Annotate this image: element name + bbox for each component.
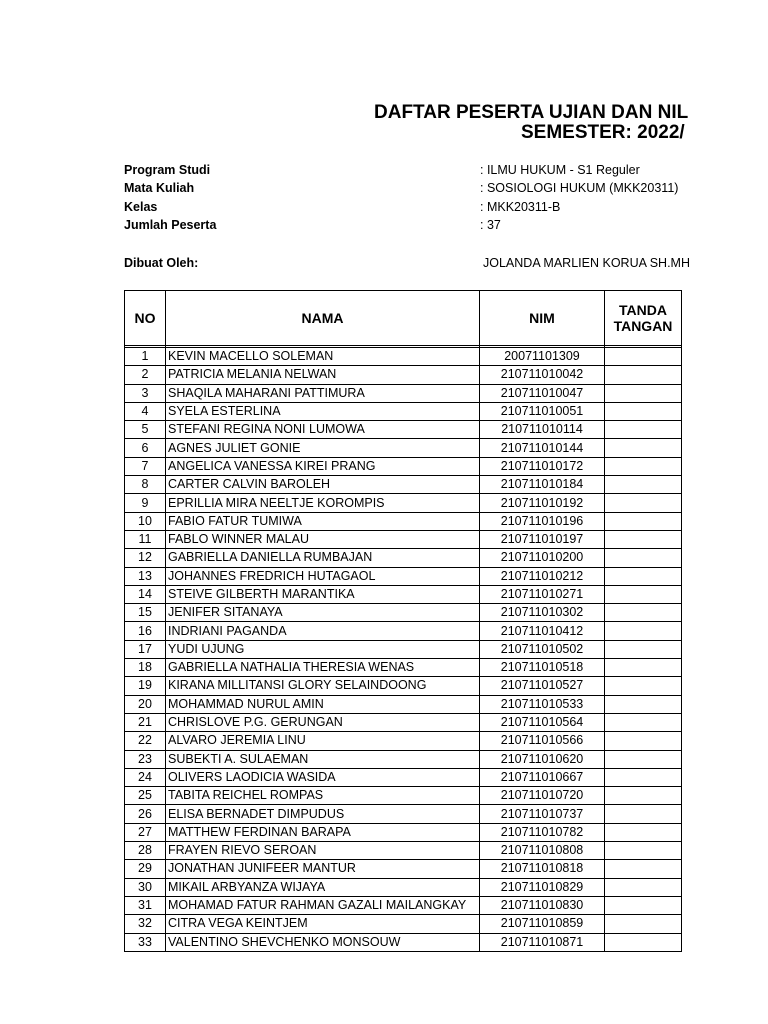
student-name-cell: JENIFER SITANAYA [166, 604, 480, 622]
student-nim-cell: 210711010212 [480, 567, 605, 585]
table-row [125, 567, 682, 585]
table-row [125, 512, 682, 530]
student-name-cell: TABITA REICHEL ROMPAS [166, 787, 480, 805]
row-number-cell: 2 [125, 366, 166, 384]
header-tanda: TANDA [619, 302, 667, 318]
student-nim-cell: 210711010051 [480, 402, 605, 420]
student-name-cell: OLIVERS LAODICIA WASIDA [166, 768, 480, 786]
table-row [125, 860, 682, 878]
student-name-cell: GABRIELLA DANIELLA RUMBAJAN [166, 549, 480, 567]
signature-cell [605, 366, 682, 384]
student-name-cell: STEFANI REGINA NONI LUMOWA [166, 421, 480, 439]
student-nim-cell: 210711010184 [480, 476, 605, 494]
student-nim-cell: 210711010271 [480, 585, 605, 603]
signature-cell [605, 439, 682, 457]
student-name-cell: PATRICIA MELANIA NELWAN [166, 366, 480, 384]
student-nim-cell: 210711010502 [480, 640, 605, 658]
dibuat-oleh-value: JOLANDA MARLIEN KORUA SH.MH [483, 256, 690, 270]
table-body [125, 346, 682, 952]
signature-cell [605, 860, 682, 878]
header-no: NO [125, 291, 166, 346]
signature-cell [605, 768, 682, 786]
table-row [125, 915, 682, 933]
table-row [125, 713, 682, 731]
header-nama: NAMA [166, 291, 480, 346]
row-number-cell: 29 [125, 860, 166, 878]
student-name-cell: AGNES JULIET GONIE [166, 439, 480, 457]
student-name-cell: MATTHEW FERDINAN BARAPA [166, 823, 480, 841]
table-row [125, 402, 682, 420]
signature-cell [605, 348, 682, 366]
row-number-cell: 23 [125, 750, 166, 768]
student-name-cell: SHAQILA MAHARANI PATTIMURA [166, 384, 480, 402]
signature-cell [605, 585, 682, 603]
student-name-cell: SUBEKTI A. SULAEMAN [166, 750, 480, 768]
table-row [125, 530, 682, 548]
student-nim-cell: 210711010200 [480, 549, 605, 567]
table-row [125, 677, 682, 695]
student-name-cell: FRAYEN RIEVO SEROAN [166, 842, 480, 860]
student-name-cell: ALVARO JEREMIA LINU [166, 732, 480, 750]
row-number-cell: 18 [125, 659, 166, 677]
row-number-cell: 13 [125, 567, 166, 585]
signature-cell [605, 402, 682, 420]
signature-cell [605, 457, 682, 475]
row-number-cell: 28 [125, 842, 166, 860]
student-name-cell: FABIO FATUR TUMIWA [166, 512, 480, 530]
student-nim-cell: 210711010830 [480, 896, 605, 914]
row-number-cell: 5 [125, 421, 166, 439]
student-name-cell: EPRILLIA MIRA NEELTJE KOROMPIS [166, 494, 480, 512]
table-row [125, 439, 682, 457]
student-nim-cell: 210711010667 [480, 768, 605, 786]
student-name-cell: KIRANA MILLITANSI GLORY SELAINDOONG [166, 677, 480, 695]
student-nim-cell: 210711010564 [480, 713, 605, 731]
table-row [125, 457, 682, 475]
program-studi-label: Program Studi [124, 163, 211, 177]
table-row [125, 640, 682, 658]
table-row [125, 842, 682, 860]
table-header-row [125, 291, 682, 346]
student-name-cell: KEVIN MACELLO SOLEMAN [166, 348, 480, 366]
row-number-cell: 14 [125, 585, 166, 603]
dibuat-oleh-label: Dibuat Oleh: [124, 256, 199, 270]
signature-cell [605, 933, 682, 951]
signature-cell [605, 805, 682, 823]
signature-cell [605, 677, 682, 695]
table-row [125, 622, 682, 640]
header-nim: NIM [480, 291, 605, 346]
signature-cell [605, 750, 682, 768]
header-tangan: TANGAN [613, 318, 673, 334]
signature-cell [605, 896, 682, 914]
student-nim-cell: 210711010144 [480, 439, 605, 457]
student-nim-cell: 210711010527 [480, 677, 605, 695]
row-number-cell: 1 [125, 348, 166, 366]
signature-cell [605, 732, 682, 750]
table-row [125, 823, 682, 841]
table-row [125, 659, 682, 677]
student-name-cell: FABLO WINNER MALAU [166, 530, 480, 548]
student-name-cell: JOHANNES FREDRICH HUTAGAOL [166, 567, 480, 585]
student-nim-cell: 210711010533 [480, 695, 605, 713]
student-nim-cell: 210711010859 [480, 915, 605, 933]
signature-cell [605, 567, 682, 585]
program-studi-value: : ILMU HUKUM - S1 Reguler [480, 163, 640, 177]
student-nim-cell: 210711010192 [480, 494, 605, 512]
student-nim-cell: 210711010737 [480, 805, 605, 823]
student-nim-cell: 210711010302 [480, 604, 605, 622]
signature-cell [605, 622, 682, 640]
row-number-cell: 22 [125, 732, 166, 750]
signature-cell [605, 384, 682, 402]
table-row [125, 585, 682, 603]
student-nim-cell: 210711010196 [480, 512, 605, 530]
student-name-cell: JONATHAN JUNIFEER MANTUR [166, 860, 480, 878]
row-number-cell: 24 [125, 768, 166, 786]
signature-cell [605, 640, 682, 658]
student-name-cell: GABRIELLA NATHALIA THERESIA WENAS [166, 659, 480, 677]
kelas-label: Kelas [124, 200, 158, 214]
student-name-cell: CITRA VEGA KEINTJEM [166, 915, 480, 933]
row-number-cell: 9 [125, 494, 166, 512]
table-row [125, 366, 682, 384]
table-row [125, 732, 682, 750]
student-nim-cell: 210711010818 [480, 860, 605, 878]
row-number-cell: 20 [125, 695, 166, 713]
row-number-cell: 25 [125, 787, 166, 805]
student-nim-cell: 210711010172 [480, 457, 605, 475]
student-name-cell: MIKAIL ARBYANZA WIJAYA [166, 878, 480, 896]
student-nim-cell: 210711010829 [480, 878, 605, 896]
student-nim-cell: 210711010782 [480, 823, 605, 841]
row-number-cell: 17 [125, 640, 166, 658]
student-nim-cell: 210711010871 [480, 933, 605, 951]
signature-cell [605, 915, 682, 933]
row-number-cell: 33 [125, 933, 166, 951]
student-nim-cell: 210711010042 [480, 366, 605, 384]
table-row [125, 494, 682, 512]
table-row [125, 549, 682, 567]
signature-cell [605, 421, 682, 439]
jumlah-peserta-label: Jumlah Peserta [124, 218, 217, 232]
signature-cell [605, 695, 682, 713]
signature-cell [605, 476, 682, 494]
table-row [125, 878, 682, 896]
row-number-cell: 4 [125, 402, 166, 420]
mata-kuliah-value: : SOSIOLOGI HUKUM (MKK20311) [480, 181, 679, 195]
row-number-cell: 19 [125, 677, 166, 695]
signature-cell [605, 659, 682, 677]
signature-cell [605, 549, 682, 567]
student-name-cell: STEIVE GILBERTH MARANTIKA [166, 585, 480, 603]
row-number-cell: 3 [125, 384, 166, 402]
table-row [125, 476, 682, 494]
table-row [125, 695, 682, 713]
jumlah-peserta-value: : 37 [480, 218, 501, 232]
header-tanda-tangan [605, 291, 682, 346]
row-number-cell: 6 [125, 439, 166, 457]
student-nim-cell: 20071101309 [480, 348, 605, 366]
student-name-cell: ELISA BERNADET DIMPUDUS [166, 805, 480, 823]
table-row [125, 604, 682, 622]
row-number-cell: 31 [125, 896, 166, 914]
student-nim-cell: 210711010114 [480, 421, 605, 439]
student-name-cell: MOHAMMAD NURUL AMIN [166, 695, 480, 713]
mata-kuliah-label: Mata Kuliah [124, 181, 195, 195]
table-row [125, 421, 682, 439]
student-name-cell: ANGELICA VANESSA KIREI PRANG [166, 457, 480, 475]
signature-cell [605, 604, 682, 622]
table-row [125, 896, 682, 914]
student-name-cell: MOHAMAD FATUR RAHMAN GAZALI MAILANGKAY [166, 896, 480, 914]
table-row [125, 750, 682, 768]
signature-cell [605, 713, 682, 731]
row-number-cell: 21 [125, 713, 166, 731]
signature-cell [605, 823, 682, 841]
row-number-cell: 32 [125, 915, 166, 933]
student-name-cell: VALENTINO SHEVCHENKO MONSOUW [166, 933, 480, 951]
signature-cell [605, 787, 682, 805]
signature-cell [605, 842, 682, 860]
signature-cell [605, 494, 682, 512]
row-number-cell: 7 [125, 457, 166, 475]
row-number-cell: 15 [125, 604, 166, 622]
document-title: DAFTAR PESERTA UJIAN DAN NIL [374, 102, 689, 123]
row-number-cell: 27 [125, 823, 166, 841]
student-nim-cell: 210711010808 [480, 842, 605, 860]
table-row [125, 933, 682, 951]
table-row [125, 787, 682, 805]
table-row [125, 348, 682, 366]
student-nim-cell: 210711010412 [480, 622, 605, 640]
signature-cell [605, 512, 682, 530]
kelas-value: : MKK20311-B [480, 200, 561, 214]
student-name-cell: CARTER CALVIN BAROLEH [166, 476, 480, 494]
student-name-cell: SYELA ESTERLINA [166, 402, 480, 420]
student-nim-cell: 210711010047 [480, 384, 605, 402]
student-name-cell: CHRISLOVE P.G. GERUNGAN [166, 713, 480, 731]
student-nim-cell: 210711010720 [480, 787, 605, 805]
participant-table [124, 290, 682, 952]
student-nim-cell: 210711010566 [480, 732, 605, 750]
student-nim-cell: 210711010518 [480, 659, 605, 677]
student-nim-cell: 210711010197 [480, 530, 605, 548]
row-number-cell: 16 [125, 622, 166, 640]
row-number-cell: 10 [125, 512, 166, 530]
student-name-cell: INDRIANI PAGANDA [166, 622, 480, 640]
row-number-cell: 26 [125, 805, 166, 823]
semester-title: SEMESTER: 2022/ [521, 122, 685, 143]
table-row [125, 805, 682, 823]
table-row [125, 384, 682, 402]
table-row [125, 768, 682, 786]
signature-cell [605, 878, 682, 896]
row-number-cell: 12 [125, 549, 166, 567]
row-number-cell: 8 [125, 476, 166, 494]
student-nim-cell: 210711010620 [480, 750, 605, 768]
row-number-cell: 30 [125, 878, 166, 896]
signature-cell [605, 530, 682, 548]
row-number-cell: 11 [125, 530, 166, 548]
student-name-cell: YUDI UJUNG [166, 640, 480, 658]
